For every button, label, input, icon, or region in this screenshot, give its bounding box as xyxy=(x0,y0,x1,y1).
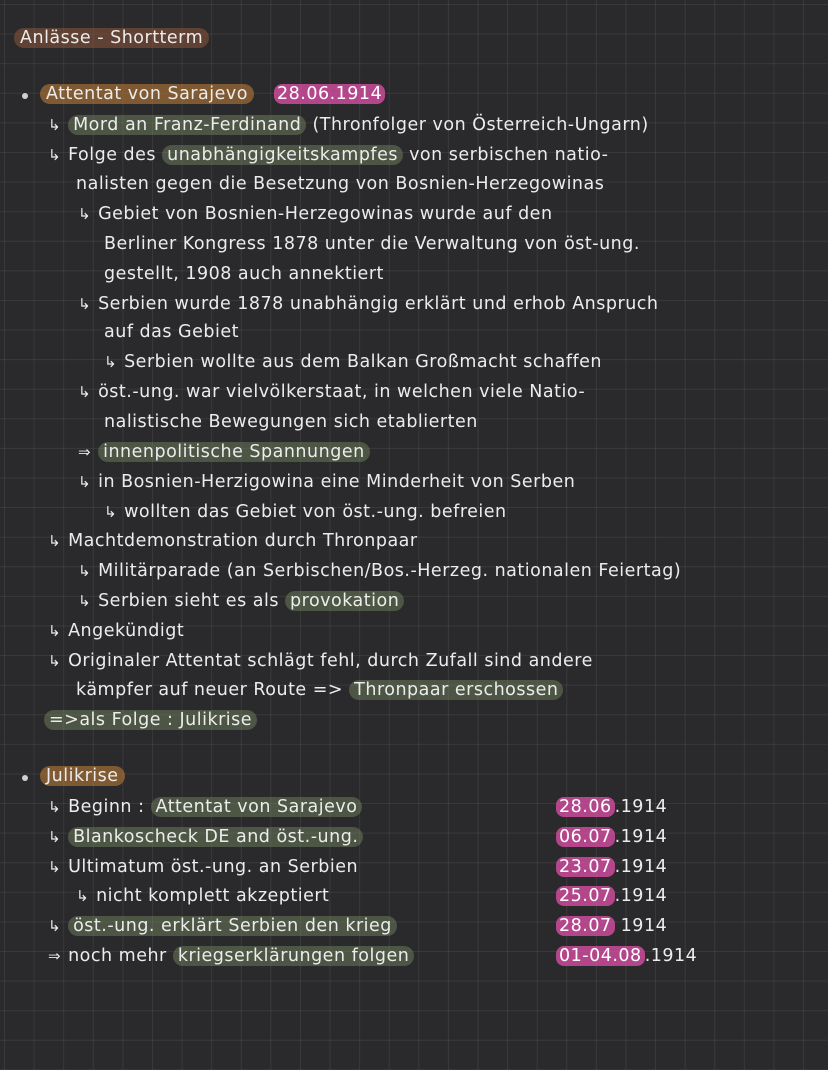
arrow-icon: ↳ xyxy=(48,917,62,935)
row-highlight: Blankoscheck DE and öst.-ung. xyxy=(68,827,363,847)
arrow-icon: ↳ xyxy=(48,622,62,640)
arrow-icon: ↳ xyxy=(78,562,92,580)
note-text: (Thronfolger von Österreich-Ungarn) xyxy=(312,115,649,135)
note-line xyxy=(76,678,563,702)
arrow-icon: ↳ xyxy=(78,592,92,610)
double-arrow-icon: ⇒ xyxy=(48,947,62,965)
arrow-icon: ↳ xyxy=(104,353,118,371)
note-text: von serbischen natio- xyxy=(409,145,609,165)
row-date xyxy=(556,914,667,938)
note-highlight: =>als Folge : Julikrise xyxy=(44,710,257,730)
note-highlight: Mord an Franz-Ferdinand xyxy=(68,115,306,135)
row-highlight: Attentat von Sarajevo xyxy=(151,797,363,817)
date-year: .1914 xyxy=(614,827,668,847)
row-highlight: kriegserklärungen folgen xyxy=(173,946,414,966)
note-highlight: provokation xyxy=(285,591,404,611)
note-text: Folge des xyxy=(68,145,157,165)
bullet-icon xyxy=(22,775,28,781)
row-date xyxy=(556,855,667,879)
note-line: Berliner Kongress 1878 unter die Verwaltung von öst-ung. xyxy=(104,234,640,254)
date-highlight: 28.06 xyxy=(556,797,615,817)
date-highlight: 01-04.08 xyxy=(556,946,645,966)
arrow-icon: ↳ xyxy=(78,473,92,491)
note-line xyxy=(48,143,608,167)
note-line xyxy=(78,470,575,494)
row-date xyxy=(556,825,667,849)
note-highlight: innenpolitische Spannungen xyxy=(98,442,370,462)
note-line xyxy=(48,529,418,553)
note-line xyxy=(48,113,649,137)
bullet-icon xyxy=(22,93,28,99)
date-year: .1914 xyxy=(614,886,668,906)
arrow-icon: ↳ xyxy=(48,146,62,164)
arrow-icon: ↳ xyxy=(78,205,92,223)
note-line: nalistische Bewegungen sich etablierten xyxy=(104,412,478,432)
note-text: Machtdemonstration durch Thronpaar xyxy=(68,531,418,551)
note-line xyxy=(78,589,404,613)
arrow-icon: ↳ xyxy=(78,295,92,313)
arrow-icon: ↳ xyxy=(48,858,62,876)
row-date xyxy=(556,884,667,908)
note-text: kämpfer auf neuer Route => xyxy=(76,680,344,700)
note-text: Originaler Attentat schlägt fehl, durch Zufall sind andere xyxy=(68,651,593,671)
note-line xyxy=(48,619,184,643)
timeline-row xyxy=(48,914,397,938)
date-year: .1914 xyxy=(644,946,698,966)
note-highlight: unabhängigkeitskampfes xyxy=(162,145,403,165)
arrow-icon: ↳ xyxy=(48,828,62,846)
attentat-heading: Attentat von Sarajevo xyxy=(40,84,254,104)
note-line: gestellt, 1908 auch annektiert xyxy=(104,264,384,284)
date-year: .1914 xyxy=(614,797,668,817)
date-highlight: 23.07 xyxy=(556,857,615,877)
note-line xyxy=(78,202,553,226)
row-text: Ultimatum öst.-ung. an Serbien xyxy=(68,857,359,877)
note-line xyxy=(104,350,602,374)
attentat-date: 28.06.1914 xyxy=(274,84,385,104)
timeline-row xyxy=(48,795,362,819)
arrow-icon: ↳ xyxy=(76,887,90,905)
note-line xyxy=(78,440,370,464)
arrow-icon: ↳ xyxy=(48,652,62,670)
note-text: Serbien wurde 1878 unabhängig erklärt und erhob Anspruch xyxy=(98,294,659,314)
note-line xyxy=(104,500,507,524)
row-label: nicht komplett akzeptiert xyxy=(96,886,330,906)
note-text: Angekündigt xyxy=(68,621,185,641)
timeline-row xyxy=(48,825,363,849)
arrow-icon: ↳ xyxy=(48,532,62,550)
arrow-icon: ↳ xyxy=(48,116,62,134)
note-line xyxy=(78,292,659,316)
note-line xyxy=(48,649,593,673)
note-line: auf das Gebiet xyxy=(104,322,239,342)
arrow-icon: ↳ xyxy=(48,798,62,816)
page-title xyxy=(14,26,209,50)
row-label: noch mehr xyxy=(68,946,173,966)
note-text: wollten das Gebiet von öst.-ung. befreien xyxy=(124,502,507,522)
date-highlight: 25.07 xyxy=(556,886,615,906)
note-line xyxy=(44,708,257,732)
note-line xyxy=(78,380,585,404)
note-text: Serbien sieht es als xyxy=(98,591,279,611)
double-arrow-icon: ⇒ xyxy=(78,443,92,461)
note-highlight: Thronpaar erschossen xyxy=(349,680,563,700)
row-date xyxy=(556,795,667,819)
arrow-icon: ↳ xyxy=(78,383,92,401)
note-line xyxy=(78,559,681,583)
date-highlight: 06.07 xyxy=(556,827,615,847)
note-line: nalisten gegen die Besetzung von Bosnien-Herzegowinas xyxy=(76,174,605,194)
arrow-icon: ↳ xyxy=(104,503,118,521)
date-year: .1914 xyxy=(614,857,668,877)
timeline-row xyxy=(48,944,414,968)
page-title-text: Anlässe - Shortterm xyxy=(14,28,209,48)
section-heading-julikrise xyxy=(40,764,125,788)
row-highlight: öst.-ung. erklärt Serbien den krieg xyxy=(68,916,397,936)
timeline-row xyxy=(48,855,358,879)
timeline-row xyxy=(76,884,329,908)
row-date xyxy=(556,944,697,968)
date-year: 1914 xyxy=(614,916,668,936)
note-text: Serbien wollte aus dem Balkan Großmacht schaffen xyxy=(124,352,602,372)
note-text: öst.-ung. war vielvölkerstaat, in welchen viele Natio- xyxy=(98,382,586,402)
section-heading-attentat xyxy=(40,82,385,106)
note-text: Militärparade (an Serbischen/Bos.-Herzeg. nationalen Feiertag) xyxy=(98,561,682,581)
note-text: Gebiet von Bosnien-Herzegowinas wurde auf den xyxy=(98,204,553,224)
julikrise-heading: Julikrise xyxy=(40,766,125,786)
note-text: in Bosnien-Herzigowina eine Minderheit von Serben xyxy=(98,472,576,492)
row-label: Beginn : xyxy=(68,797,151,817)
date-highlight: 28.07 xyxy=(556,916,615,936)
